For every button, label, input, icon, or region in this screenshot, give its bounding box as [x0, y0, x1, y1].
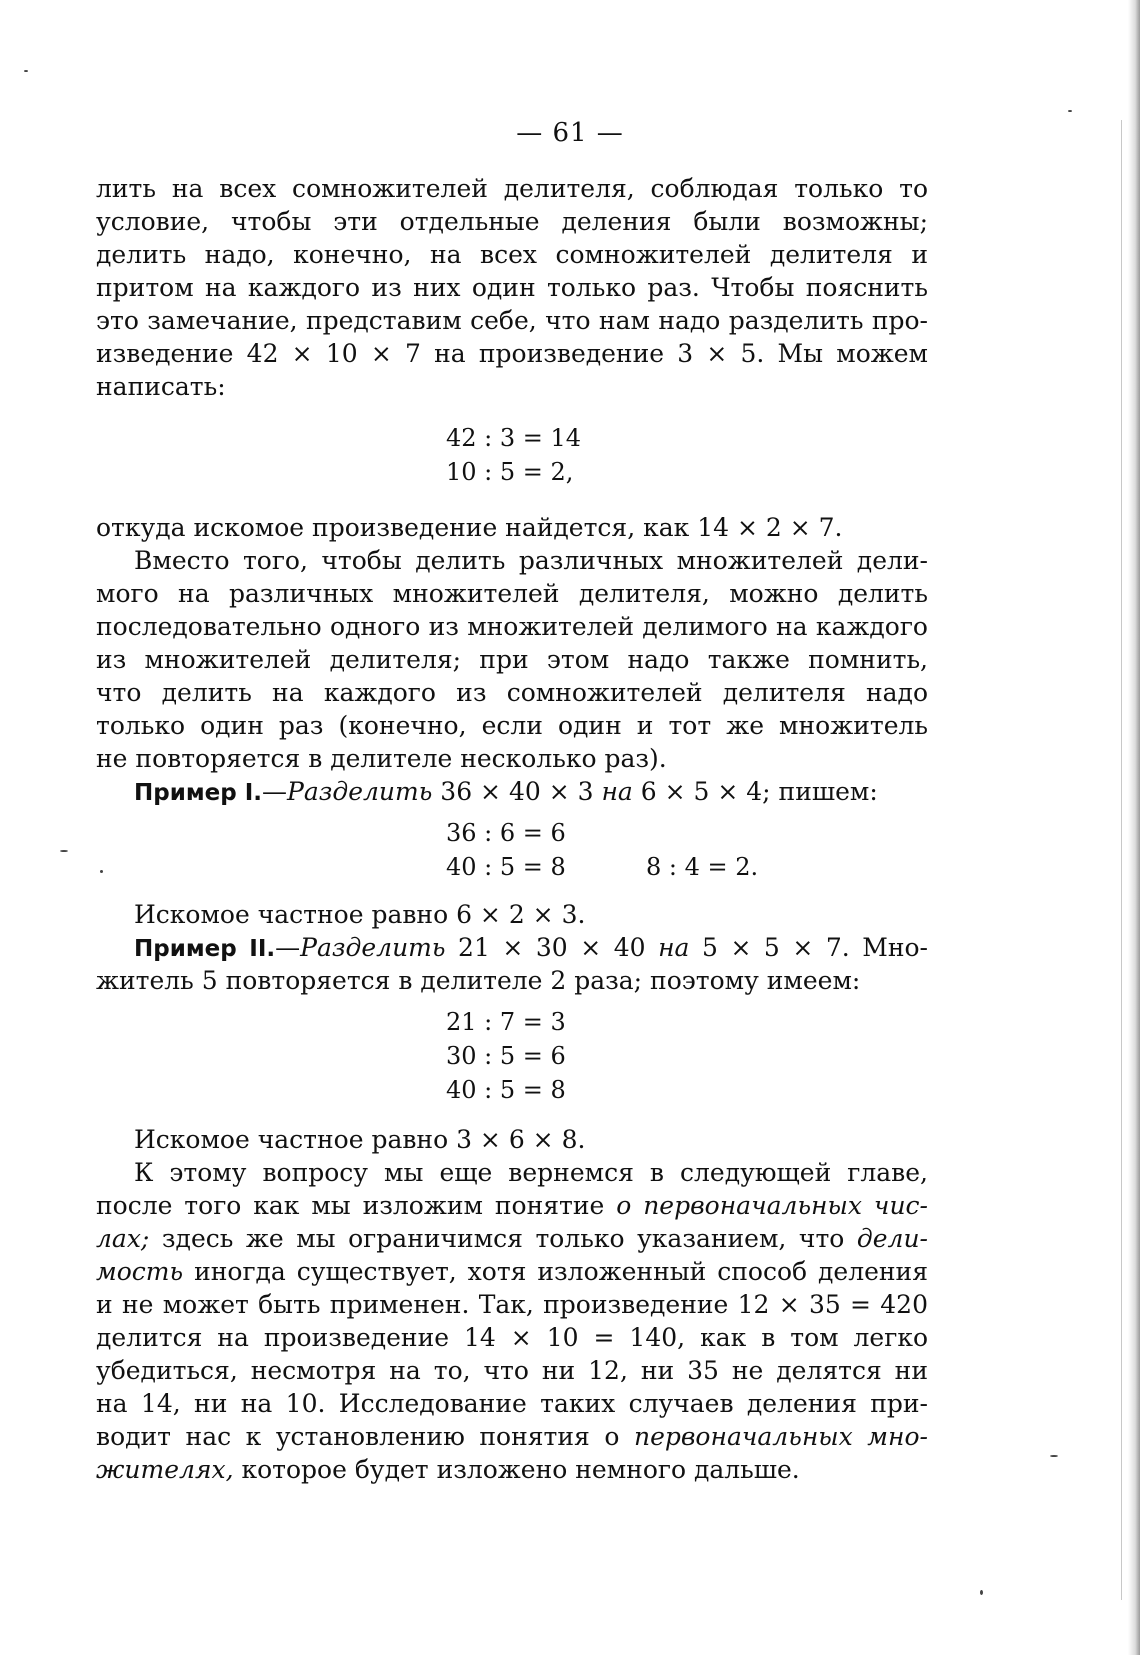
example-dividend: 36 ⨯ 40 ⨯ 3	[432, 777, 602, 806]
text-line: не повторяется в делителе несколько раз).	[96, 744, 667, 773]
example-verb: Разделить	[300, 933, 446, 962]
text-line	[96, 1453, 928, 1486]
italic-run: дели-	[856, 1224, 928, 1253]
formula: 30 : 5 = 6	[446, 1042, 566, 1070]
formula-line	[96, 1039, 928, 1073]
example-dividend: 21 ⨯ 30 ⨯ 40	[445, 933, 659, 962]
formula-line	[96, 455, 928, 489]
formula: 8 : 4 = 2.	[646, 853, 759, 881]
text-line: житель 5 повторяется в делителе 2 раза; поэтому имеем:	[96, 966, 861, 995]
page-text	[96, 172, 928, 1486]
formula-line	[96, 850, 928, 884]
text-line: и не может быть применен. Так, произведение 12 ⨯ 35 = 420	[96, 1290, 928, 1319]
example-na: на	[658, 933, 690, 962]
scan-speck	[24, 70, 28, 72]
text-run: здесь же мы ограничимся только указанием, что	[149, 1224, 857, 1253]
text-line: написать:	[96, 372, 226, 401]
formula: 40 : 5 = 8	[446, 1076, 566, 1104]
example-label: Пример II.	[134, 936, 276, 962]
formula: 10 : 5 = 2,	[446, 458, 574, 486]
formula: 21 : 7 = 3	[446, 1008, 566, 1036]
text-line: убедиться, несмотря на то, что ни 12, ни 35 не делятся ни	[96, 1356, 928, 1385]
formula-line	[96, 1005, 928, 1039]
page-edge-shadow	[1128, 0, 1140, 1655]
example-divisor: 5 ⨯ 5 ⨯ 7. Мно-	[689, 933, 929, 962]
formula-line	[96, 816, 928, 850]
text-line: только один раз (конечно, если один и тот же множитель	[96, 711, 928, 740]
formula-line	[96, 1073, 928, 1107]
example-2-heading	[96, 931, 928, 964]
formula-line	[96, 421, 928, 455]
text-line: из множителей делителя; при этом надо также помнить,	[96, 645, 928, 674]
example-na: на	[601, 777, 633, 806]
text-line: делить надо, конечно, на всех сомножителей делителя и	[96, 240, 928, 269]
text-line: изведение 42 ⨯ 10 ⨯ 7 на произведение 3 ⨯ 5. Мы можем	[96, 339, 928, 368]
example-1-heading	[96, 775, 928, 808]
text-line: что делить на каждого из сомножителей делителя надо	[96, 678, 928, 707]
italic-run: жителях,	[96, 1455, 234, 1484]
text-run: иногда существует, хотя изложенный способ деления	[183, 1257, 928, 1286]
example-verb: Разделить	[287, 777, 433, 806]
italic-run: лах;	[96, 1224, 150, 1253]
example-divisor: 6 ⨯ 5 ⨯ 4; пишем:	[632, 777, 878, 806]
italic-run: о первоначальных чис-	[616, 1191, 928, 1220]
text-line: откуда искомое произведение найдется, как 14 ⨯ 2 ⨯ 7.	[96, 513, 843, 542]
text-line: последовательно одного из множителей делимого на каждого	[96, 612, 928, 641]
text-line: лить на всех сомножителей делителя, соблюдая только то	[96, 174, 928, 203]
text-line: Вместо того, чтобы делить различных множителей дели-	[134, 546, 928, 575]
text-run: после того как мы изложим понятие	[96, 1191, 617, 1220]
text-line: К этому вопросу мы еще вернемся в следующей главе,	[134, 1158, 928, 1187]
page-number: — 61 —	[516, 118, 624, 148]
text-line	[96, 1255, 928, 1288]
scan-speck	[1068, 110, 1072, 112]
text-line	[96, 1222, 928, 1255]
text-run: которое будет изложено немного дальше.	[233, 1455, 800, 1484]
text-line	[96, 1189, 928, 1222]
text-line: мого на различных множителей делителя, можно делить	[96, 579, 928, 608]
text-line: это замечание, представим себе, что нам надо разделить про-	[96, 306, 928, 335]
scan-speck	[1050, 1455, 1058, 1457]
text-line	[96, 1420, 928, 1453]
dash: —	[262, 777, 287, 806]
example-label: Пример I.	[134, 780, 262, 806]
text-line: условие, чтобы эти отдельные деления были возможны;	[96, 207, 928, 236]
text-run: водит нас к установлению понятия о	[96, 1422, 634, 1451]
text-line: делится на произведение 14 ⨯ 10 = 140, как в том легко	[96, 1323, 928, 1352]
text-line: на 14, ни на 10. Исследование таких случаев деления при-	[96, 1389, 928, 1418]
formula: 40 : 5 = 8	[446, 853, 566, 881]
result-line: Искомое частное равно 6 ⨯ 2 ⨯ 3.	[134, 900, 586, 929]
formula: 36 : 6 = 6	[446, 819, 566, 847]
italic-run: мость	[96, 1257, 184, 1286]
scan-speck	[60, 850, 68, 852]
result-line: Искомое частное равно 3 ⨯ 6 ⨯ 8.	[134, 1125, 586, 1154]
dash: —	[275, 933, 301, 962]
page-edge-line	[1121, 120, 1122, 1600]
text-line: притом на каждого из них один только раз. Чтобы пояснить	[96, 273, 928, 302]
italic-run: первоначальных мно-	[633, 1422, 928, 1451]
scan-speck	[980, 1590, 983, 1595]
formula: 42 : 3 = 14	[446, 424, 582, 452]
